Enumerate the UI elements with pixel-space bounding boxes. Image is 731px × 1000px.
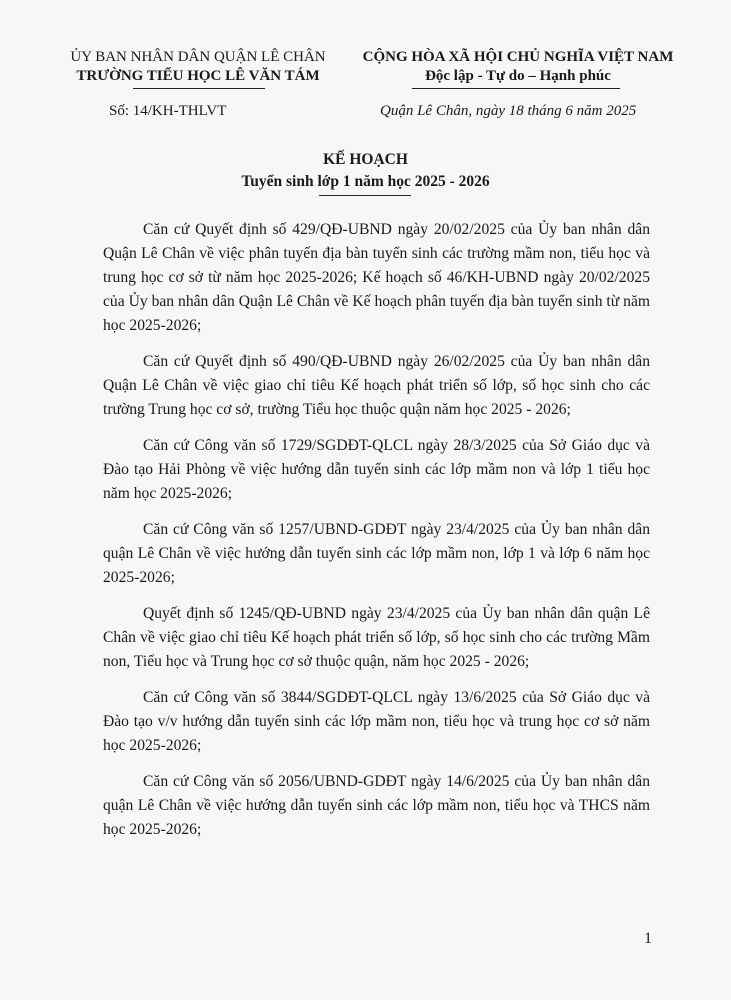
paragraph: Căn cứ Công văn số 1729/SGDĐT-QLCL ngày 28/3/2025 của Sở Giáo dục và Đào tạo Hải Phòng về việc hướng dẫn tuyển sinh các lớp mầm non và lớp 1 tiểu học năm học 2025-2026; <box>103 437 650 502</box>
document-title: KẾ HOẠCH <box>323 151 408 168</box>
issue-date: Quận Lê Chân, ngày 18 tháng 6 năm 2025 <box>380 103 637 119</box>
authority-name: ỦY BAN NHÂN DÂN QUẬN LÊ CHÂN <box>70 49 326 65</box>
issuing-authority <box>48 48 348 86</box>
header-left-underline <box>133 88 265 89</box>
title-underline <box>319 195 411 196</box>
document-body <box>103 218 650 854</box>
page-number: 1 <box>644 930 652 947</box>
paragraph: Quyết định số 1245/QĐ-UBND ngày 23/4/2025 của Ủy ban nhân dân quận Lê Chân về việc giao chỉ tiêu Kế hoạch phát triển số lớp, số học sinh cho các trường Mầm non, Tiểu học và Trung học cơ sở thuộc quận, năm học 2025 - 2026; <box>103 605 650 670</box>
country-name: CỘNG HÒA XÃ HỘI CHỦ NGHĨA VIỆT NAM <box>362 49 674 65</box>
national-motto <box>352 48 684 86</box>
header-right-underline <box>412 88 620 89</box>
paragraph: Căn cứ Công văn số 2056/UBND-GDĐT ngày 14/6/2025 của Ủy ban nhân dân quận Lê Chân về việc hướng dẫn tuyển sinh các lớp mầm non, tiểu học và THCS năm học 2025-2026; <box>103 773 650 838</box>
document-subtitle: Tuyển sinh lớp 1 năm học 2025 - 2026 <box>241 173 490 190</box>
paragraph: Căn cứ Quyết định số 490/QĐ-UBND ngày 26/02/2025 của Ủy ban nhân dân Quận Lê Chân về việc giao chỉ tiêu Kế hoạch phát triển số lớp, số học sinh cho các trường Trung học cơ sở, trường Tiểu học thuộc quận năm học 2025 - 2026; <box>103 353 650 418</box>
paragraph: Căn cứ Công văn số 1257/UBND-GDĐT ngày 23/4/2025 của Ủy ban nhân dân quận Lê Chân về việc hướng dẫn tuyển sinh các lớp mầm non, lớp 1 và lớp 6 năm học 2025-2026; <box>103 521 650 586</box>
document-number: Số: 14/KH-THLVT <box>109 103 227 119</box>
school-name: TRƯỜNG TIỂU HỌC LÊ VĂN TÁM <box>76 68 320 84</box>
motto: Độc lập - Tự do – Hạnh phúc <box>425 68 611 84</box>
paragraph: Căn cứ Quyết định số 429/QĐ-UBND ngày 20/02/2025 của Ủy ban nhân dân Quận Lê Chân về việc phân tuyến địa bàn tuyển sinh các trường mầm non, tiểu học và trung học cơ sở từ năm học 2025-2026; Kế hoạch số 46/KH-UBND ngày 20/02/2025 của Ủy ban nhân dân Quận Lê Chân về Kế hoạch phân tuyến địa bàn tuyển sinh từ năm học 2025-2026; <box>103 221 650 334</box>
paragraph: Căn cứ Công văn số 3844/SGDĐT-QLCL ngày 13/6/2025 của Sở Giáo dục và Đào tạo v/v hướng dẫn tuyển sinh các lớp mầm non, tiểu học và trung học cơ sở năm học 2025-2026; <box>103 689 650 754</box>
